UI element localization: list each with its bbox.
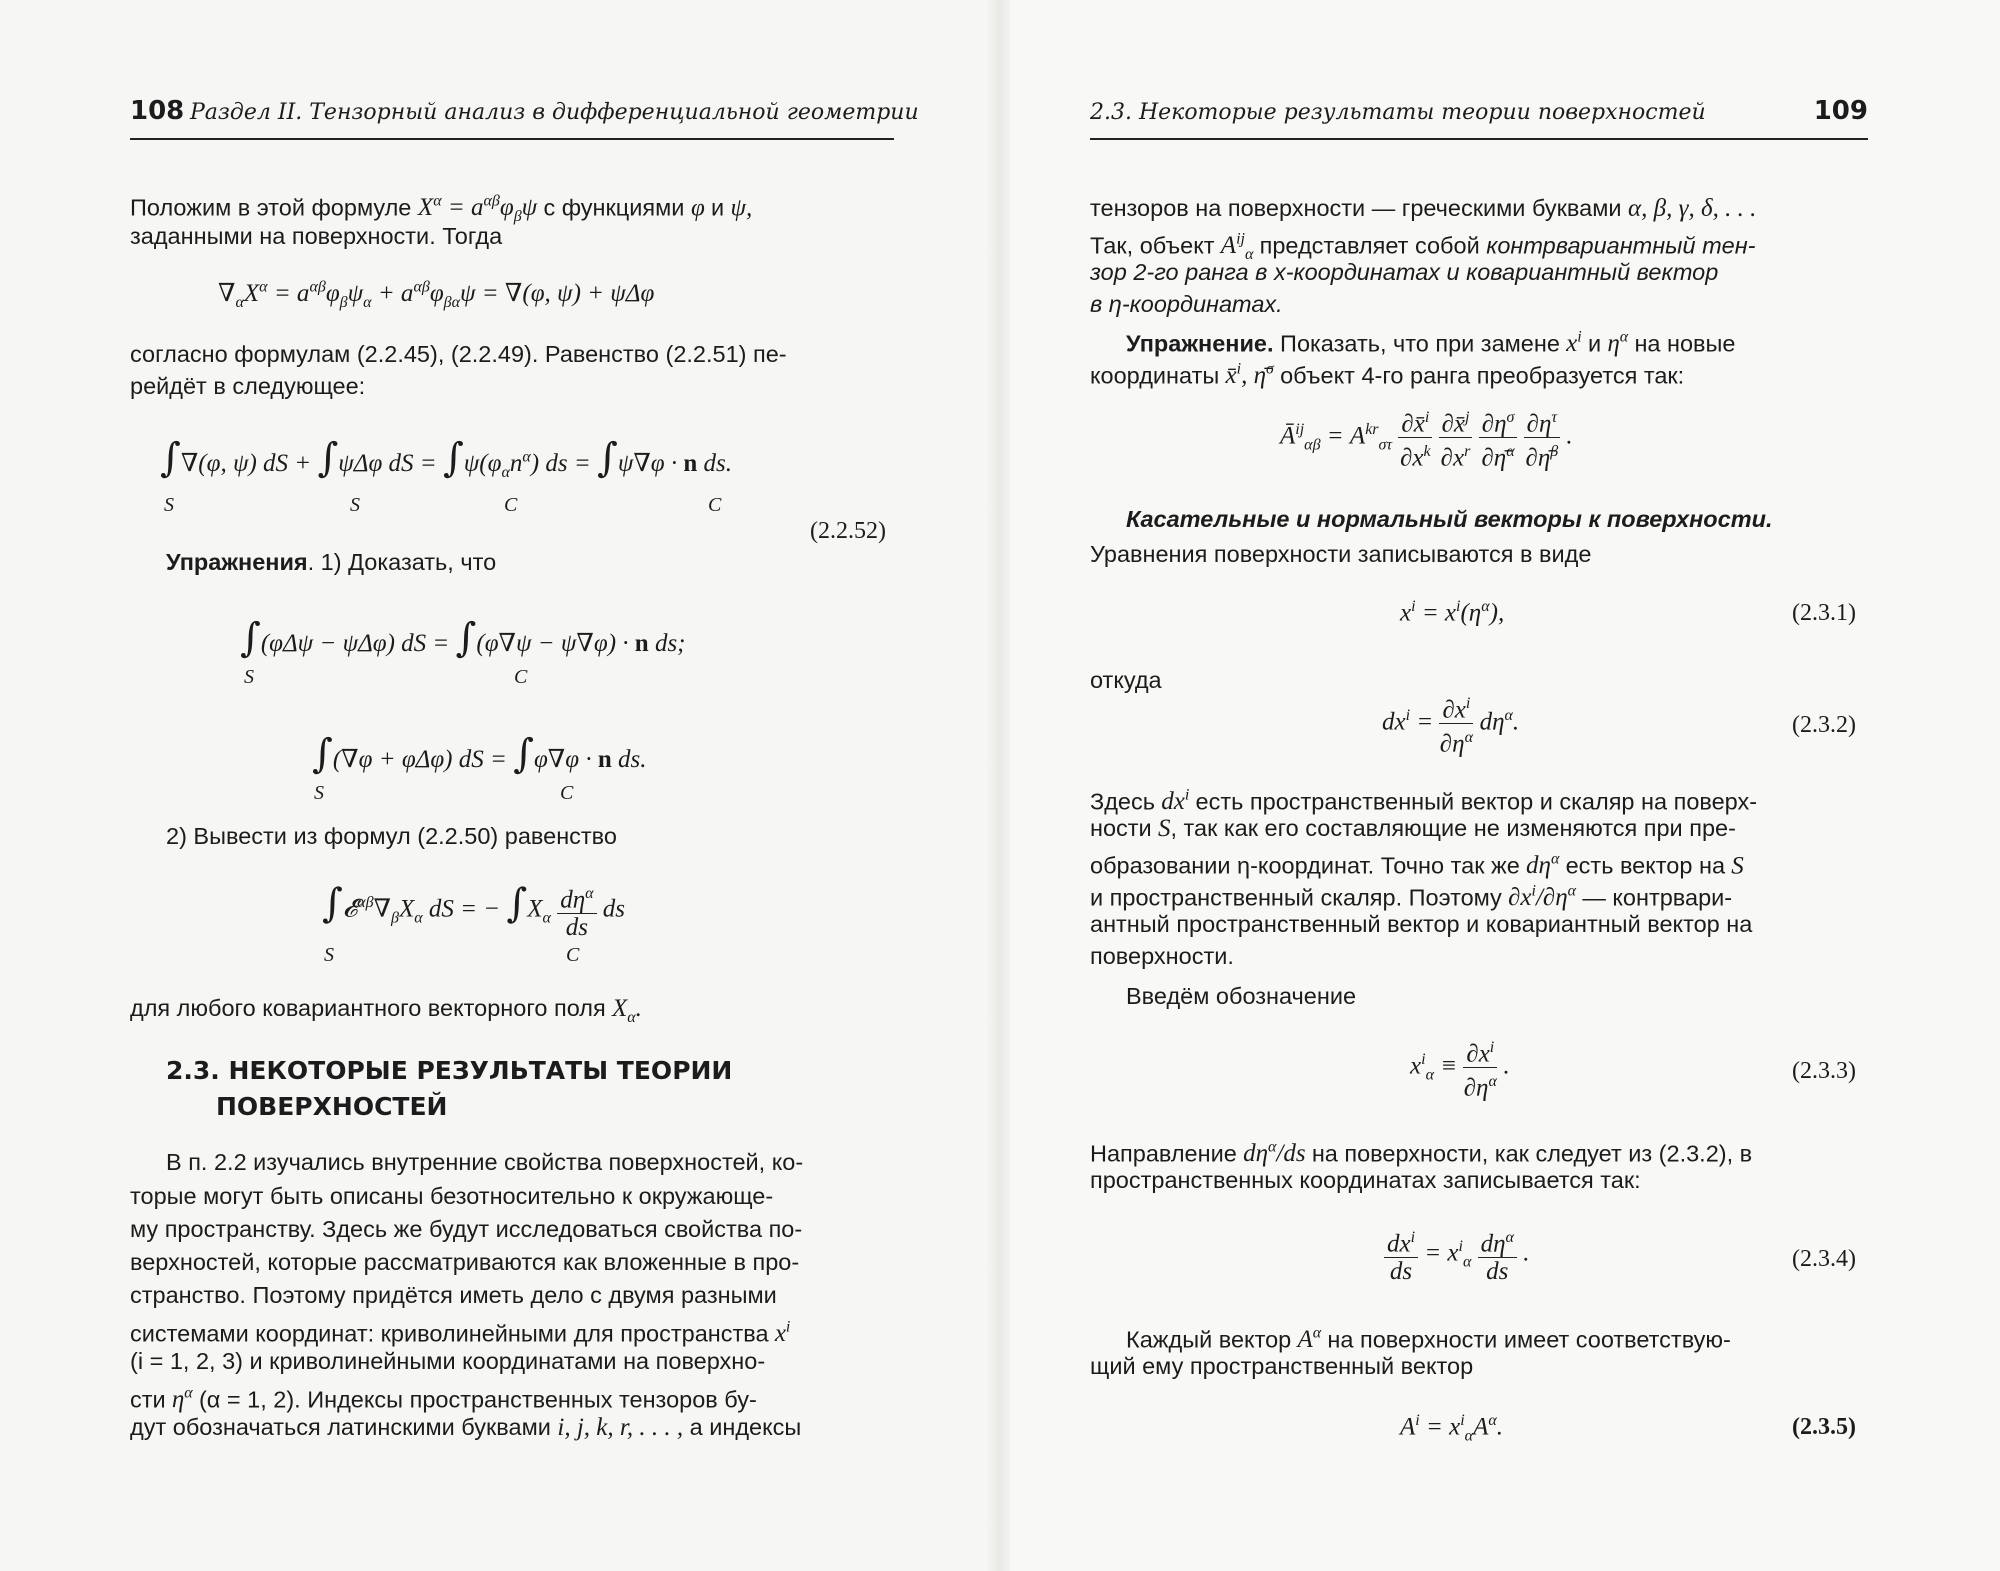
text-line: Так, объект $A^{ij}_\alpha$ представляет собой контрвариантный тен- (1090, 231, 1756, 264)
text-line: торые могут быть описаны безотносительно к окружающе- (130, 1183, 774, 1209)
equation-2-3-4: $\frac{dx^i}{ds}$ = $x^i_\alpha$ $\frac{d\eta^\alpha}{ds}$ . (1384, 1224, 1529, 1285)
equation-number: (2.3.4) (1792, 1246, 1856, 1272)
text-line: и пространственный скаляр. Поэтому $\partial x^i/\partial\eta^\alpha$ — контрвари- (1090, 883, 1733, 912)
equation-2-3-1: $x^i = x^i(\eta^\alpha)$, (1400, 598, 1505, 627)
text-line: сти $\eta^\alpha$ (α = 1, 2). Индексы пространственных тензоров бу- (130, 1385, 757, 1414)
integral-limit: C (514, 666, 528, 688)
right-page (1010, 0, 2000, 1571)
equation: $Ā^{ij}_{\alpha\beta} = A^{kr}_{\sigma\tau}$ $\frac{\partial x̄^i}{\partial x^k}$ $\frac{\partial x̄^j}{\partial x^r}$ $\frac{\partial\eta^\sigma}{\partial\etā^\alpha}$ $\frac{\partial\eta^\tau}{\partial\etā^\beta}$ . (1280, 404, 1573, 472)
text-line: Направление $d\eta^\alpha/ds$ на поверхности, как следует из (2.3.2), в (1090, 1139, 1753, 1168)
equation-number: (2.3.3) (1792, 1058, 1856, 1084)
text-line: поверхности. (1090, 943, 1234, 969)
text-line: (i = 1, 2, 3) и криволинейными координатами на поверхно- (130, 1348, 766, 1374)
integral-limit: S (350, 494, 360, 516)
integral-limit: C (708, 494, 722, 516)
text-line: рейдёт в следующее: (130, 373, 366, 399)
text-line: Упражнения. 1) Доказать, что (166, 549, 497, 575)
section-title-cont: ПОВЕРХНОСТЕЙ (216, 1092, 448, 1121)
left-page-number: 108 (130, 96, 185, 126)
integral-limit: S (314, 782, 324, 804)
text-line: пространственных координатах записывается так: (1090, 1167, 1641, 1193)
integral-limit: S (164, 494, 174, 516)
text-line: В п. 2.2 изучались внутренние свойства поверхностей, ко- (166, 1149, 804, 1175)
text-line: Введём обозначение (1126, 983, 1357, 1009)
equation-2-2-52: ∫∇(φ, ψ) dS + ∫ψΔφ dS = $\int\psi(\varphi_\alpha n^\alpha)$ ds = ∫ψ∇φ · n ds. (160, 435, 733, 481)
right-page-number: 109 (1813, 96, 1868, 126)
equation-number: (2.3.5) (1792, 1414, 1856, 1440)
text-line: щий ему пространственный вектор (1090, 1353, 1474, 1379)
text-line: Здесь $dx^i$ есть пространственный вектор и скаляр на поверх- (1090, 787, 1758, 816)
right-running-header (1090, 92, 1868, 140)
equation: $\nabla_\alpha X^\alpha = a^{\alpha\beta}\varphi_\beta\psi_\alpha + a^{\alpha\beta}\varphi_{\beta\alpha}\psi = \nabla(\varphi$, ψ) + ψΔφ (218, 278, 655, 311)
text-line: системами координат: криволинейными для пространства $x^i$ (130, 1319, 791, 1348)
text-line: Упражнение. Показать, что при замене $x^i$ и $\eta^\alpha$ на новые (1126, 329, 1736, 358)
equation: ∫(∇φ + φΔφ) dS = ∫φ∇φ · n ds. (312, 731, 647, 777)
text-line: тензоров на поверхности — греческими буквами α, β, γ, δ, . . . (1090, 195, 1757, 222)
text-line: зор 2-го ранга в x-координатах и ковариантный вектор (1090, 259, 1719, 285)
text-line: Положим в этой формуле $X^\alpha = a^{\alpha\beta}\varphi_\beta\psi$ с функциями φ и ψ, (130, 193, 753, 226)
text-line: образовании η-координат. Точно так же $d\eta^\alpha$ есть вектор на S (1090, 851, 1744, 880)
text-line: откуда (1090, 667, 1162, 693)
integral-limit: C (566, 944, 580, 966)
integral-limit: C (504, 494, 518, 516)
text-line: Уравнения поверхности записываются в виде (1090, 541, 1592, 567)
text-line: верхностей, которые рассматриваются как вложенные в про- (130, 1249, 800, 1275)
equation-2-3-5: $A^i = x^i_\alpha A^\alpha$. (1400, 1412, 1503, 1445)
integral-limit: S (244, 666, 254, 688)
equation: $\int 𝓔^{\alpha\beta}\nabla_\beta X_\alpha$ dS = − $\int X_\alpha$ $\frac{d\eta^\alpha}{ds}$ ds (322, 880, 625, 942)
right-running-head-title: 2.3. Некоторые результаты теории поверхностей (1090, 100, 1706, 125)
text-line: дут обозначаться латинскими буквами i, j, k, r, . . . , а индексы (130, 1414, 802, 1441)
equation-number: (2.3.1) (1792, 600, 1856, 626)
subsection-heading: Касательные и нормальный векторы к поверхности. (1126, 506, 1773, 532)
text-line: Каждый вектор $A^\alpha$ на поверхности имеет соответствую- (1126, 1325, 1731, 1354)
integral-limit: C (560, 782, 574, 804)
text-line: 2) Вывести из формул (2.2.50) равенство (166, 823, 617, 849)
equation-number: (2.3.2) (1792, 712, 1856, 738)
text-line: для любого ковариантного векторного поля $X_\alpha$. (130, 995, 642, 1026)
text-line: в η-координатах. (1090, 291, 1283, 317)
equation-2-3-3: $x^i_\alpha$ ≡ $\frac{\partial x^i}{\partial\eta^\alpha}$ . (1410, 1034, 1510, 1102)
equation-2-3-2: $dx^i$ = $\frac{\partial x^i}{\partial\eta^\alpha}$ $d\eta^\alpha$. (1382, 690, 1519, 758)
text-line: координаты x̄$^i$, η̄$^\sigma$ объект 4-го ранга преобразуется так: (1090, 361, 1685, 390)
equation-number: (2.2.52) (810, 518, 886, 544)
equation: ∫(φΔψ − ψΔφ) dS = ∫(φ∇ψ − ψ∇φ) · n ds; (240, 615, 686, 661)
text-line: антный пространственный вектор и ковариантный вектор на (1090, 911, 1753, 937)
text-line: му пространству. Здесь же будут исследоваться свойства по- (130, 1216, 803, 1242)
left-page (0, 0, 992, 1571)
text-line: заданными на поверхности. Тогда (130, 223, 503, 249)
text-line: ности S, так как его составляющие не изменяются при пре- (1090, 815, 1736, 842)
integral-limit: S (324, 944, 334, 966)
left-running-header (130, 92, 919, 140)
text-line: странство. Поэтому придётся иметь дело с двумя разными (130, 1282, 777, 1308)
left-running-head-title: Раздел II. Тензорный анализ в дифференциальной геометрии (190, 100, 919, 125)
section-title: 2.3. НЕКОТОРЫЕ РЕЗУЛЬТАТЫ ТЕОРИИ (166, 1056, 733, 1085)
text-line: согласно формулам (2.2.45), (2.2.49). Равенство (2.2.51) пе- (130, 341, 787, 367)
